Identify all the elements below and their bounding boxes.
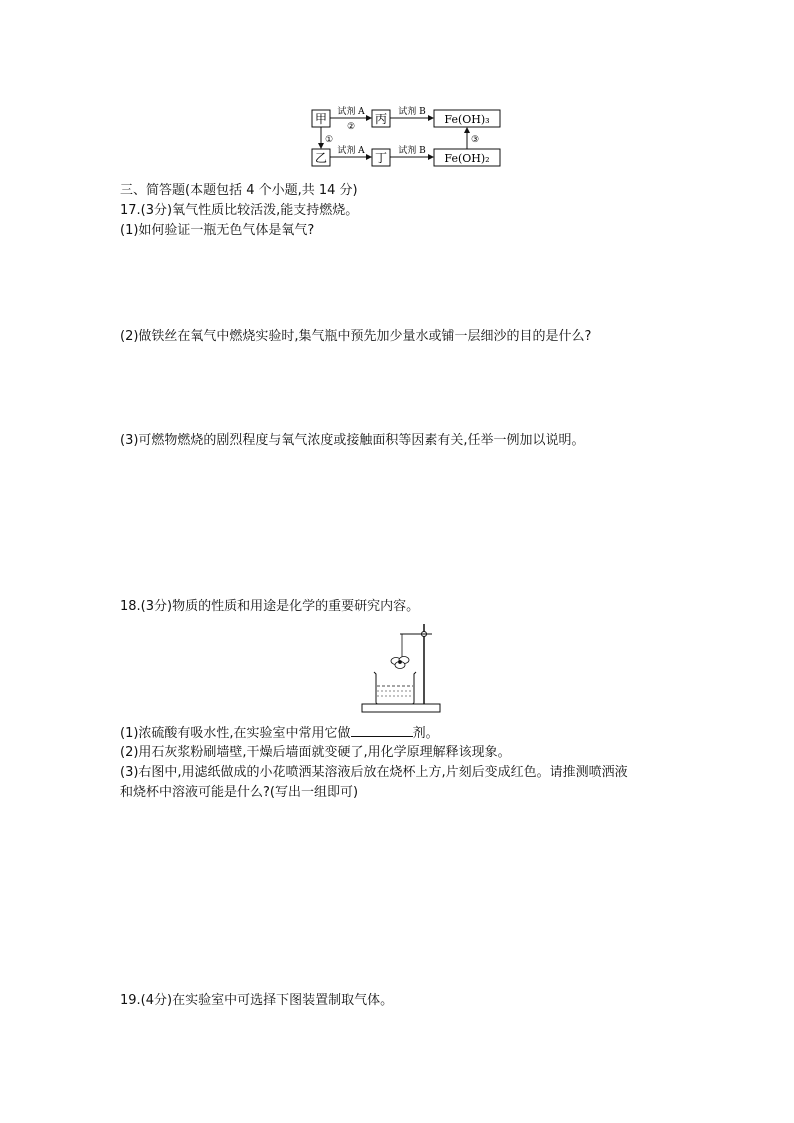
label-fe3: Fe(OH)₃ (444, 113, 490, 126)
beaker-liquid (377, 686, 413, 703)
step-1: ① (324, 135, 334, 145)
q18-part3-line2: 和烧杯中溶液可能是什么?(写出一组即可) (120, 785, 359, 800)
reaction-diagram (300, 104, 520, 172)
label-ding: 丁 (374, 151, 388, 165)
label-fe2: Fe(OH)₂ (444, 152, 490, 165)
step-2: ② (346, 122, 356, 132)
q18-stem: 18.(3分)物质的性质和用途是化学的重要研究内容。 (120, 599, 420, 614)
q17-part2: (2)做铁丝在氧气中燃烧实验时,集气瓶中预先加少量水或铺一层细沙的目的是什么? (120, 329, 592, 344)
q17-part3: (3)可燃物燃烧的剧烈程度与氧气浓度或接触面积等因素有关,任举一例加以说明。 (120, 433, 585, 448)
q18-part1-post: 剂。 (412, 726, 439, 741)
step-3: ③ (470, 135, 480, 145)
stand-base (362, 704, 440, 712)
reagent-b-top: 试剂 B (398, 107, 426, 117)
q19-stem: 19.(4分)在实验室中可选择下图装置制取气体。 (120, 993, 394, 1008)
section-heading: 三、简答题(本题包括 4 个小题,共 14 分) (120, 183, 358, 198)
q18-part2: (2)用石灰浆粉刷墙壁,干燥后墙面就变硬了,用化学原理解释该现象。 (120, 745, 511, 760)
answer-blank[interactable] (351, 724, 413, 737)
q17-part1: (1)如何验证一瓶无色气体是氧气? (120, 223, 315, 238)
q18-part1 (120, 724, 439, 743)
reagent-b-bottom: 试剂 B (398, 146, 426, 156)
reagent-a-bottom: 试剂 A (337, 146, 365, 156)
label-yi: 乙 (314, 151, 328, 165)
q17-stem: 17.(3分)氧气性质比较活泼,能支持燃烧。 (120, 203, 359, 218)
paper-flower (391, 657, 409, 669)
beaker-apparatus (360, 618, 450, 716)
q18-part1-pre: (1)浓硫酸有吸水性,在实验室中常用它做 (120, 726, 351, 741)
label-jia: 甲 (314, 112, 328, 126)
reagent-a-top: 试剂 A (337, 107, 365, 117)
q18-part3-line1: (3)右图中,用滤纸做成的小花喷洒某溶液后放在烧杯上方,片刻后变成红色。请推测喷洒液 (120, 765, 628, 780)
label-bing: 丙 (374, 112, 388, 126)
